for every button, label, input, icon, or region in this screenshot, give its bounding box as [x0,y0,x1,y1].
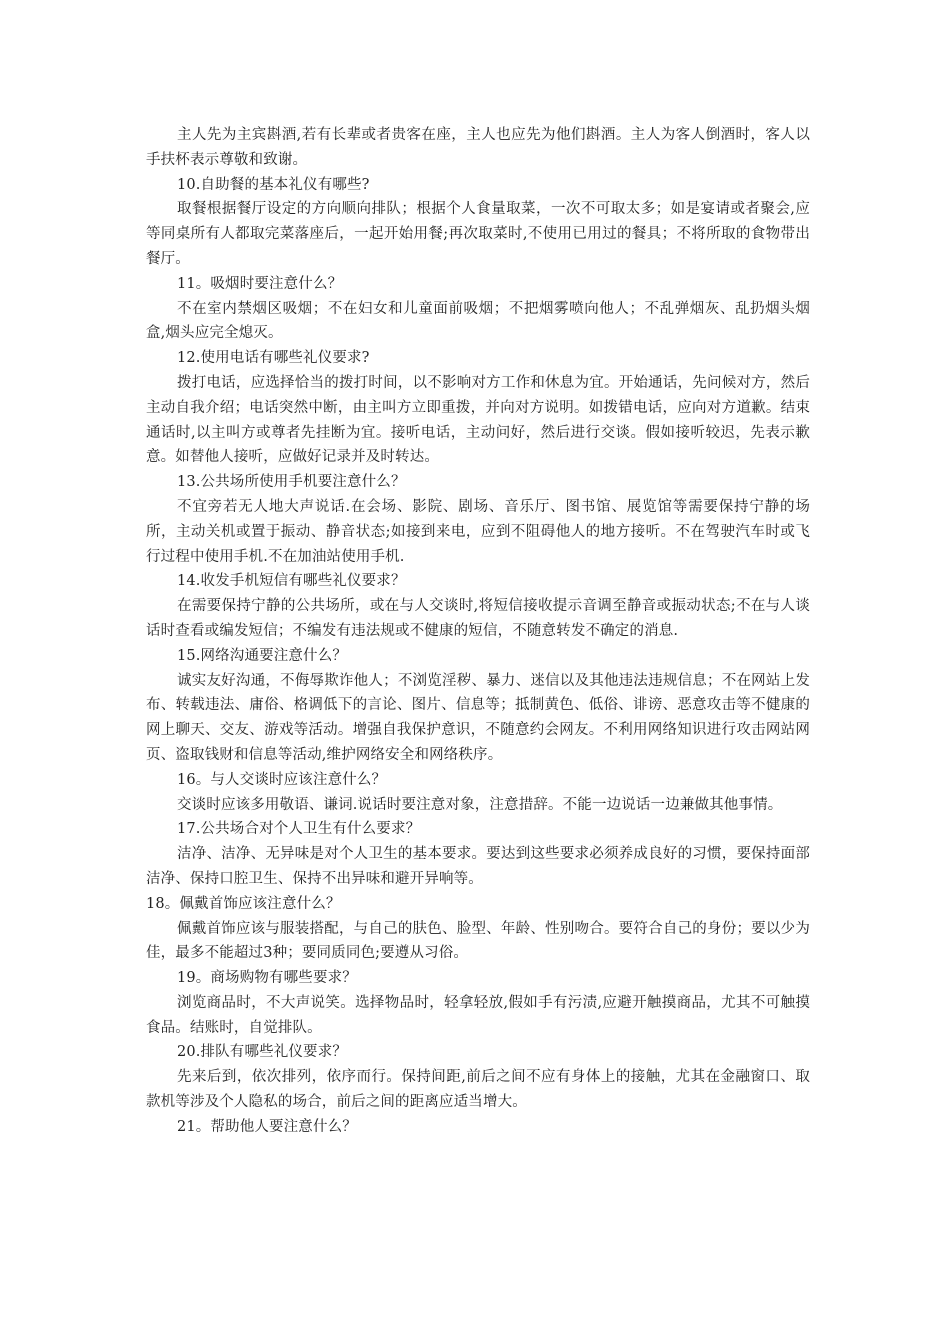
question-heading: 17.公共场合对个人卫生有什么要求？ [177,821,421,838]
document-page [146,123,810,1140]
paragraph-answer: 主人先为主宾斟酒,若有长辈或者贵客在座，主人也应先为他们斟酒。主人为客人倒酒时，客人以手扶杯表示尊敬和致谢。 [146,127,810,168]
paragraph-answer: 交谈时应该多用敬语、谦词.说话时要注意对象，注意措辞。不能一边说话一边兼做其他事情。 [177,796,783,813]
paragraph-answer: 在需要保持宁静的公共场所，或在与人交谈时,将短信接收提示音调至静音或振动状态;不在与人谈话时查看或编发短信；不编发有违法规或不健康的短信，不随意转发不确定的消息. [146,598,810,639]
question-heading: 14.收发手机短信有哪些礼仪要求？ [177,573,406,590]
question-heading: 13.公共场所使用手机要注意什么？ [177,474,406,491]
paragraph-answer: 取餐根据餐厅设定的方向顺向排队；根据个人食量取菜，一次不可取太多；如是宴请或者聚会,应等同桌所有人都取完菜落座后，一起开始用餐;再次取菜时,不使用已用过的餐具；不将所取的食物带出餐厅。 [146,201,810,267]
question-heading: 18。佩戴首饰应该注意什么？ [146,895,341,912]
question-heading: 12.使用电话有哪些礼仪要求? [177,350,370,367]
paragraph-answer: 诚实友好沟通，不侮辱欺诈他人；不浏览淫秽、暴力、迷信以及其他违法违规信息；不在网站上发布、转载违法、庸俗、格调低下的言论、图片、信息等；抵制黄色、低俗、诽谤、恶意攻击等不健康的网上聊天、交友、游戏等活动。增强自我保护意识，不随意约会网友。不利用网络知识进行攻击网站网页、盗取钱财和信息等活动,维护网络安全和网络秩序。 [146,672,810,763]
question-heading: 21。帮助他人要注意什么？ [177,1118,357,1135]
paragraph-answer: 先来后到，依次排列，依序而行。保持间距,前后之间不应有身体上的接触，尤其在金融窗口、取款机等涉及个人隐私的场合，前后之间的距离应适当增大。 [146,1069,810,1111]
question-heading: 16。与人交谈时应该注意什么？ [177,771,387,788]
question-heading: 10.自助餐的基本礼仪有哪些? [177,176,370,193]
question-heading: 15.网络沟通要注意什么？ [177,647,348,664]
paragraph-answer: 不在室内禁烟区吸烟；不在妇女和儿童面前吸烟；不把烟雾喷向他人；不乱弹烟灰、乱扔烟头烟盒,烟头应完全熄灭。 [146,300,810,342]
paragraph-answer: 拨打电话，应选择恰当的拨打时间，以不影响对方工作和休息为宜。开始通话，先问候对方，然后主动自我介绍；电话突然中断，由主叫方立即重拨，并向对方说明。如拨错电话，应向对方道歉。结束通话时,以主叫方或尊者先挂断为宜。接听电话，主动问好，然后进行交谈。假如接听较迟，先表示歉意。如替他人接听，应做好记录并及时转达。 [146,374,810,466]
paragraph-answer: 佩戴首饰应该与服装搭配，与自己的肤色、脸型、年龄、性别吻合。要符合自己的身份；要以少为佳，最多不能超过3种；要同质同色;要遵从习俗。 [146,920,810,962]
paragraph-answer: 洁净、洁净、无异味是对个人卫生的基本要求。要达到这些要求必须养成良好的习惯，要保持面部洁净、保持口腔卫生、保持不出异味和避开异响等。 [146,846,810,887]
question-heading: 19。商场购物有哪些要求？ [177,970,357,987]
paragraph-answer: 浏览商品时，不大声说笑。选择物品时，轻拿轻放,假如手有污渍,应避开触摸商品，尤其不可触摸食品。结账时，自觉排队。 [146,994,810,1036]
paragraph-answer: 不宜旁若无人地大声说话.在会场、影院、剧场、音乐厅、图书馆、展览馆等需要保持宁静的场所，主动关机或置于振动、静音状态;如接到来电，应到不阻碍他人的地方接听。不在驾驶汽车时或飞行过程中使用手机.不在加油站使用手机. [146,498,810,565]
question-heading: 11。吸烟时要注意什么？ [177,275,343,292]
question-heading: 20.排队有哪些礼仪要求？ [177,1044,348,1061]
